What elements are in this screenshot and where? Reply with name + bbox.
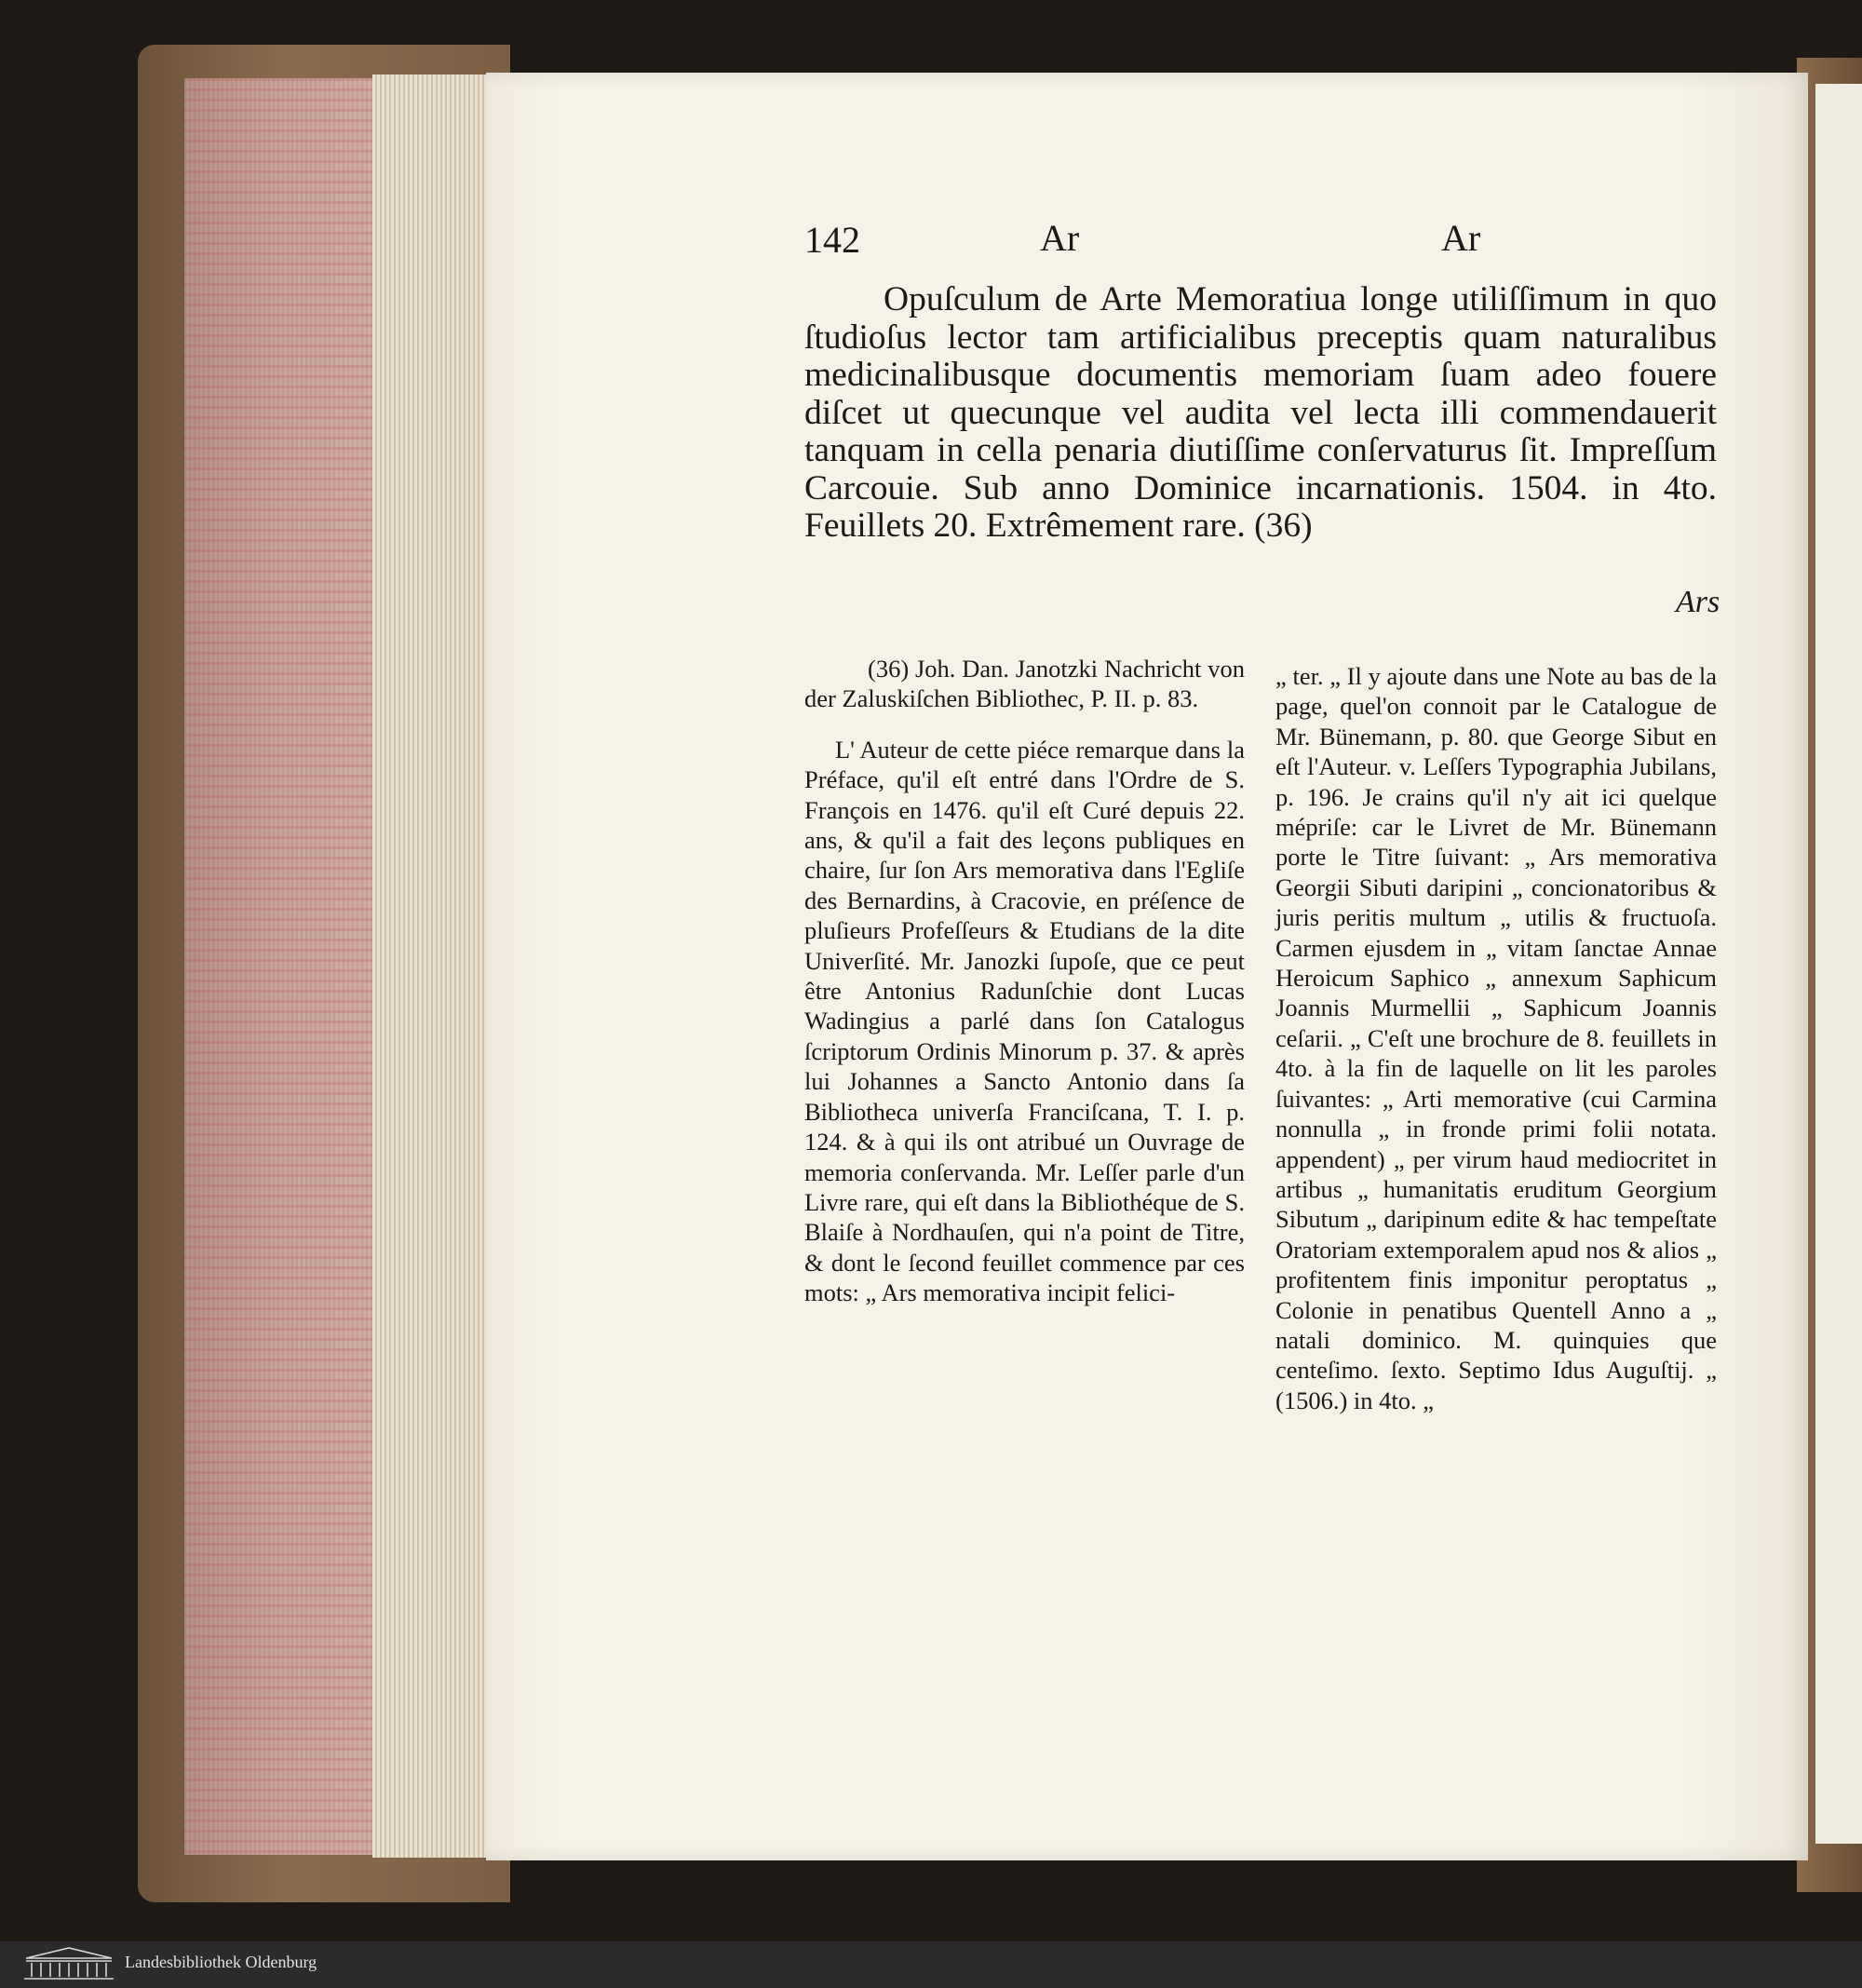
facing-page-edge (1815, 84, 1862, 1844)
commentary-paragraph: L' Auteur de cette piéce remarque dans la Préface, qu'il eſt entré dans l'Ordre de S. François en 1476. qu'il eſt Curé depuis 22. ans, & qu'il a fait des leçons publiques en chaire, ſur ſon Ars memorativa dans l'Egliſe des Bernardins, à Cracovie, en préſence de pluſieurs Profeſſeurs & Etudians de la dite Univerſité. Mr. Janozki ſupoſe, que ce peut être Antonius Radunſchie dont Lucas Wadingius a parlé dans ſon Catalogus ſcriptorum Ordinis Minorum p. 37. & après lui Johannes a Sancto Antonio dans ſa Bibliotheca univerſa Franciſcana, T. I. p. 124. & à qui ils ont atribué un Ouvrage de memoria conſervanda. Mr. Leſſer parle d'un Livre rare, qui eſt dans la Bibliothéque de S. Blaiſe à Nordhauſen, qui n'a point de Titre, & dont le ſecond feuillet commence par ces mots: „ Ars memorativa incipit felici- (804, 735, 1245, 1307)
library-building-icon (22, 1945, 115, 1982)
running-header-left: Ar (1040, 217, 1080, 259)
right-column (1275, 661, 1717, 1415)
running-header-right: Ar (1441, 217, 1481, 259)
catchword: Ars (1676, 585, 1720, 619)
footnote-paragraph: (36) Joh. Dan. Janotzki Nachricht von der Zaluskiſchen Bibliothec, P. II. p. 83. (804, 655, 1245, 713)
left-column (804, 654, 1245, 1308)
catalog-entry: Opuſculum de Arte Memoratiua longe utiliſſimum in quo ſtudioſus lector tam artificialibus preceptis quam naturalibus medicinalibusque documentis memoriam ſuam adeo fouere diſcet ut quecunque vel audita vel lecta illi commendauerit tanquam in cella penaria diutiſſime conſervaturus ſit. Impreſſum Carcouie. Sub anno Dominice incarnationis. 1504. in 4to. Feuillets 20. Extrêmement rare. (36) (804, 280, 1717, 545)
commentary-continuation: „ ter. „ Il y ajoute dans une Note au bas de la page, quel'on connoit par le Catalogue de Mr. Bünemann, p. 80. que George Sibut en eſt l'Auteur. v. Leſſers Typographia Jubilans, p. 196. Je crains qu'il n'y ait ici quelque mépriſe: car le Livret de Mr. Bünemann porte le Titre ſuivant: „ Ars memorativa Georgii Sibuti daripini „ concionatoribus & juris peritis multum „ utilis & fructuoſa. Carmen ejusdem in „ vitam ſanctae Annae Heroicum Saphico „ annexum Saphicum Joannis Murmellii „ Saphicum Joannis ceſarii. „ C'eſt une brochure de 8. feuillets in 4to. à la fin de laquelle on lit les paroles ſuivantes: „ Arti memorative (cui Carmina nonnulla „ in fronde primi folii notata. appendent) „ per virum haud mediocritet in artibus „ humanitatis eruditum Georgium Sibutum „ daripinum edite & hac tempeſtate Oratoriam extemporalem apud nos & alios „ profitentem finis imponitur peroptatus „ Colonie in penatibus Quentell Anno a „ natali dominico. M. quinquies que centeſimo. ſexto. Septimo Idus Auguſtij. „ (1506.) in 4to. „ (1275, 662, 1717, 1414)
page-number: 142 (804, 219, 860, 261)
footer-bar (0, 1941, 1862, 1988)
page-stack (372, 74, 489, 1858)
library-name: Landesbibliothek Oldenburg (125, 1953, 317, 1971)
